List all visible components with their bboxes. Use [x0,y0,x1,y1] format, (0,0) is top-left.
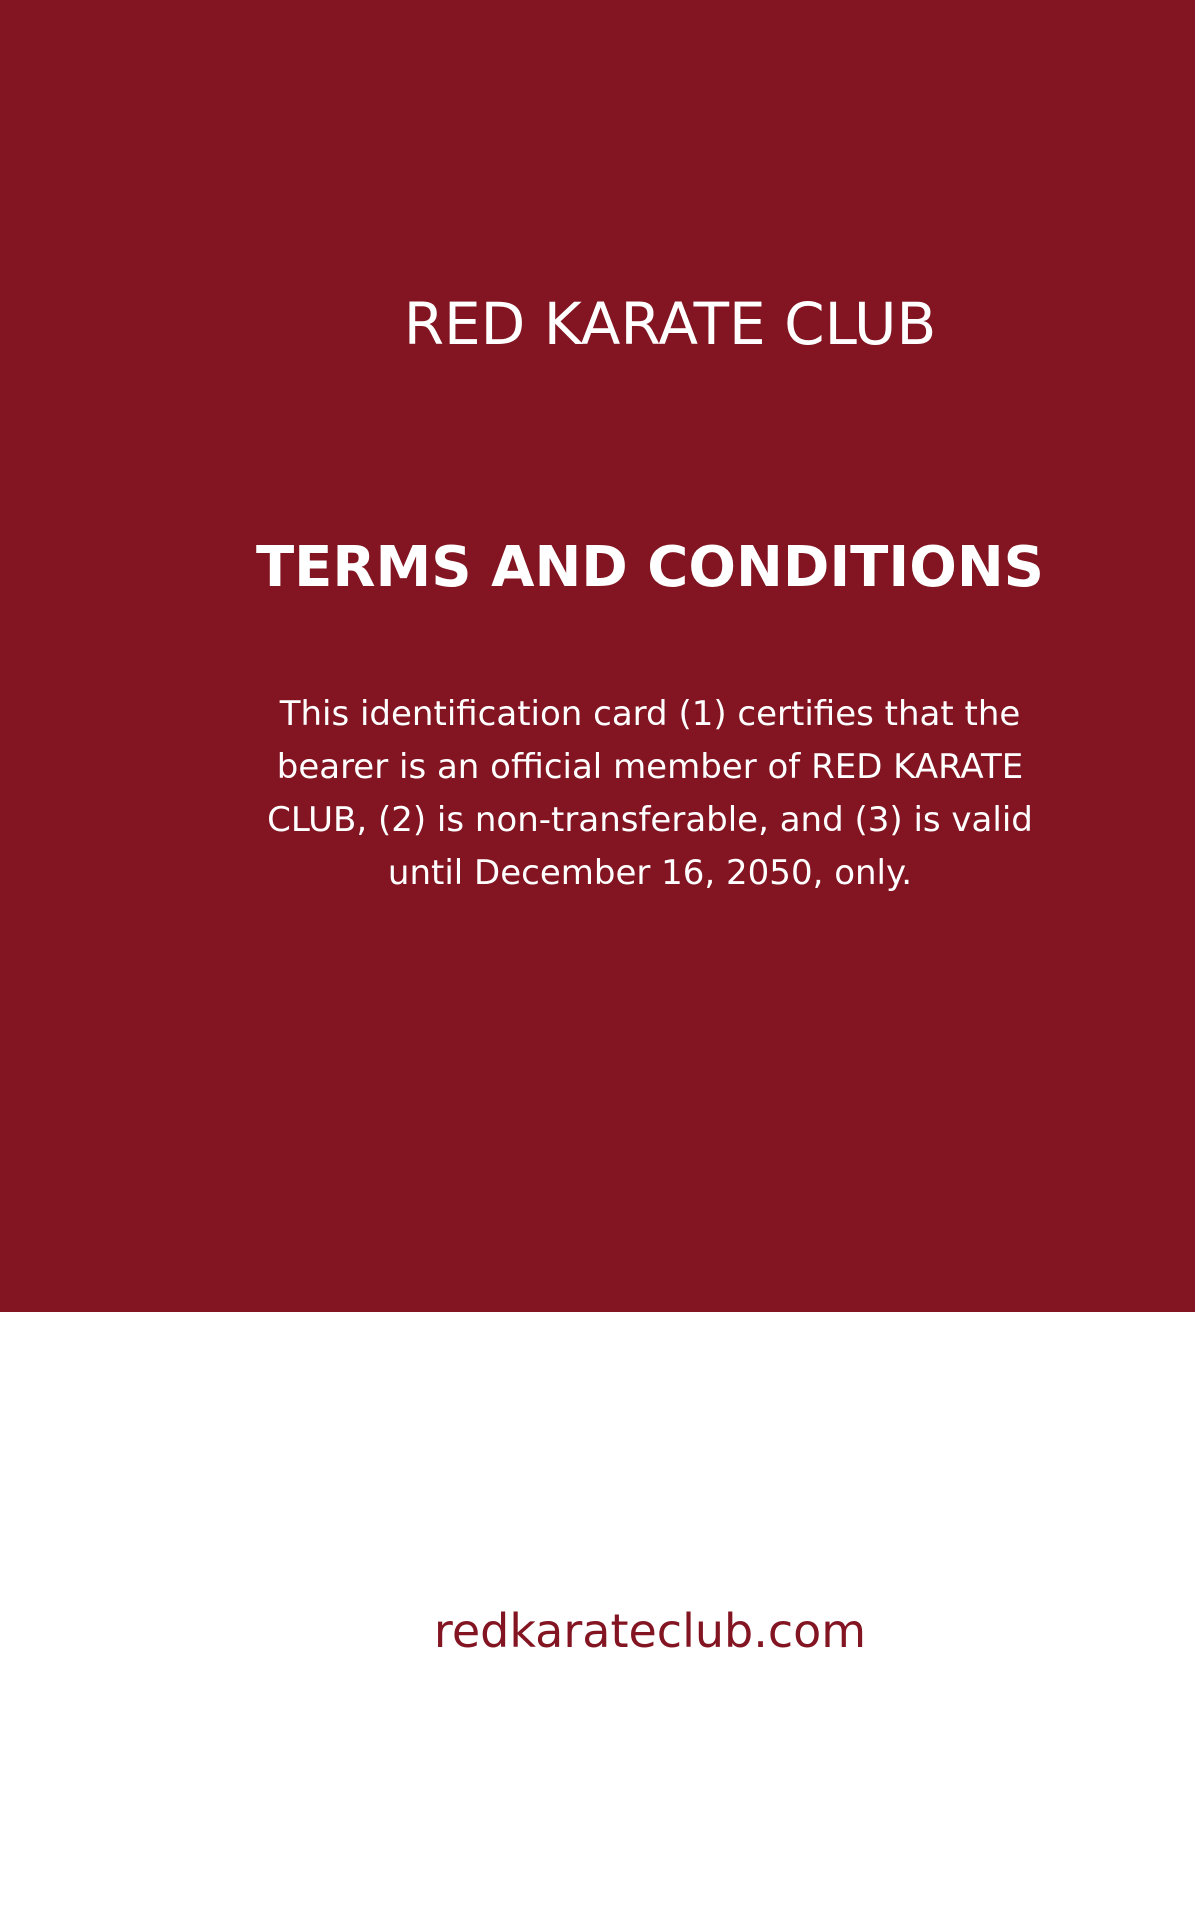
club-name: RED KARATE CLUB [403,290,937,358]
edge-divider [1195,0,1200,1911]
terms-body: This identification card (1) certifies that the bearer is an official member of RED KARATE CLUB, (2) is non-transferable, and (3) is valid until December 16, 2050, only. [267,694,1033,893]
website-link[interactable]: redkarateclub.com [433,1604,867,1658]
terms-heading: TERMS AND CONDITIONS [255,535,1045,600]
